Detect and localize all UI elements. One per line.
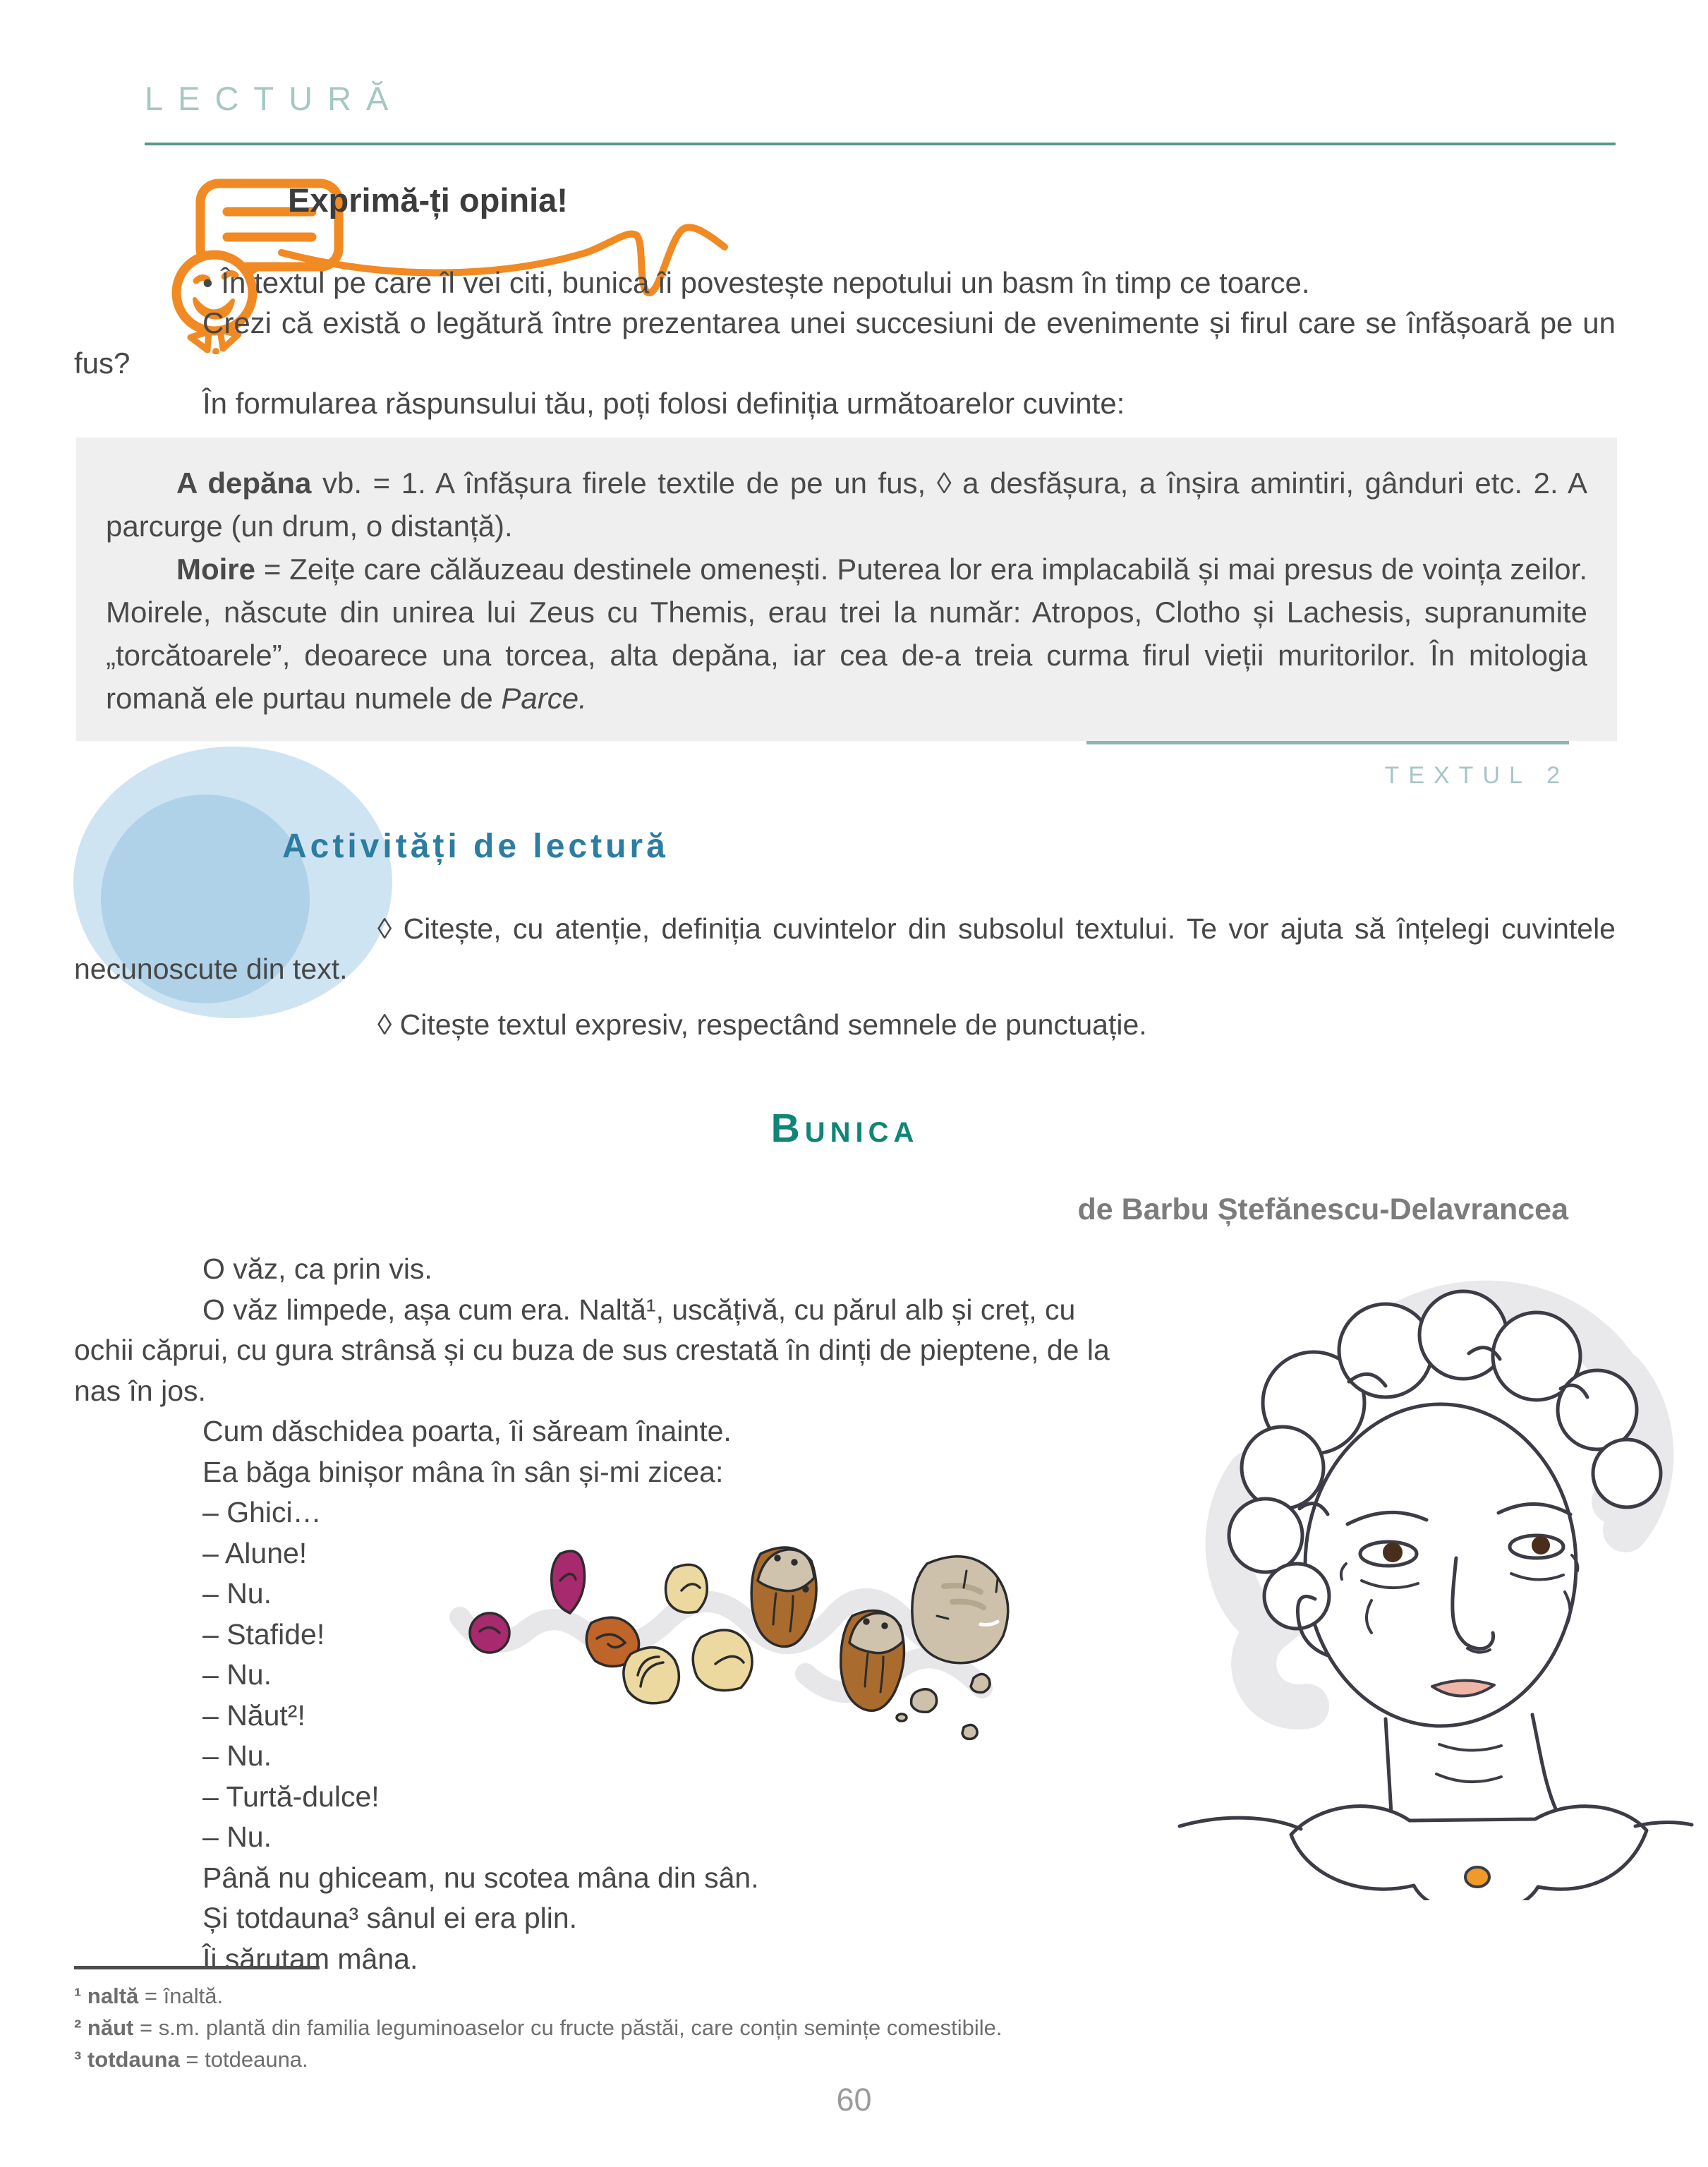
header-rule xyxy=(145,143,1616,145)
definition-moire: Moire = Zeițe care călăuzeau destinele omenești. Puterea lor era implacabilă și mai presus de voința zeilor. Moirele, născute din unirea lui Zeus cu Themis, erau trei la număr: Atropos, Clotho și Lachesis, supranumite „torcătoarele”, deoarece una torcea, alta depăna, iar cea de-a treia curma firul vieții muritorilor. În mitologia romană ele purtau numele de Parce. xyxy=(106,553,1587,715)
definition-term: Moire xyxy=(176,553,256,586)
footnotes xyxy=(74,1980,1485,2075)
story-paragraph: – Năut²! xyxy=(202,1698,305,1732)
opinion-heading: Exprimă-ți opinia! xyxy=(288,181,568,219)
section-title: LECTURĂ xyxy=(145,80,404,117)
story-paragraph: – Ghici… xyxy=(202,1496,322,1528)
activity-bullet: ◊ Citește, cu atenție, definiția cuvintelor din subsolul textului. Te vor ajuta să înțelegi cuvintele necunoscute din text. xyxy=(74,912,1616,985)
story-paragraph: Ea băga binișor mâna în sân și-mi zicea: xyxy=(202,1455,724,1488)
grandmother-illustration xyxy=(1137,1262,1695,1900)
footnote: ³ totdauna = totdeauna. xyxy=(74,2047,308,2072)
intro-paragraph: În formularea răspunsului tău, poți folosi definiția următoarelor cuvinte: xyxy=(202,387,1125,420)
story-paragraph: – Alune! xyxy=(202,1536,308,1569)
footnote: ² năut = s.m. plantă din familia leguminoaselor cu fructe păstăi, care conțin semințe comestibile. xyxy=(74,2015,1003,2040)
footnote: ¹ naltă = înaltă. xyxy=(74,1984,224,2008)
intro-paragraph: • În textul pe care îl vei citi, bunica îi povestește nepotului un basm în timp ce toarce. xyxy=(202,266,1310,299)
activity-bullets xyxy=(74,909,1616,1061)
intro-paragraphs xyxy=(74,262,1616,423)
story-paragraph: – Stafide! xyxy=(202,1617,325,1650)
story-paragraph: O văz, ca prin vis. xyxy=(202,1252,432,1285)
definition-depana: A depăna vb. = 1. A înfășura firele textile de pe un fus, ◊ a desfășura, a înșira amintiri, gânduri etc. 2. A parcurge (un drum, o distanță). xyxy=(106,466,1587,543)
nuts-illustration xyxy=(439,1526,1014,1762)
story-author: de Barbu Ștefănescu-Delavrancea xyxy=(1077,1193,1568,1226)
definitions-box xyxy=(76,437,1617,741)
story-paragraph: Cum dăschidea poarta, îi săream înainte. xyxy=(202,1415,732,1447)
activity-bullet: ◊ Citește textul expresiv, respectând semnele de punctuație. xyxy=(377,1008,1147,1041)
textul2-label: TEXTUL 2 xyxy=(1384,762,1569,789)
story-paragraph: – Nu. xyxy=(202,1658,272,1691)
textul2-rule xyxy=(1086,741,1569,744)
definition-term: A depăna xyxy=(176,466,312,500)
activities-heading: Activități de lectură xyxy=(282,828,669,865)
story-paragraph: – Nu. xyxy=(202,1821,272,1853)
page-number: 60 xyxy=(836,2082,872,2118)
story-paragraph: O văz limpede, așa cum era. Naltă¹, uscățivă, cu părul alb și creț, cu ochii căprui, cu gura strânsă și cu buza de sus crestată în dinți de pieptene, de la nas în jos. xyxy=(74,1293,1110,1407)
story-paragraph: Îi sărutam mâna. xyxy=(202,1942,418,1975)
story-paragraph: Până nu ghiceam, nu scotea mâna din sân. xyxy=(202,1861,759,1894)
story-paragraph: – Nu. xyxy=(202,1739,272,1772)
story-title: Bunica xyxy=(770,1106,919,1151)
footnote-rule xyxy=(74,1966,320,1969)
story-paragraph: – Nu. xyxy=(202,1577,272,1610)
story-paragraph: – Turtă-dulce! xyxy=(202,1780,380,1813)
intro-paragraph: Crezi că există o legătură între prezentarea unei succesiuni de evenimente și firul care se înfășoară pe un fus? xyxy=(74,306,1616,380)
story-paragraph: Și totdauna³ sânul ei era plin. xyxy=(202,1902,578,1934)
